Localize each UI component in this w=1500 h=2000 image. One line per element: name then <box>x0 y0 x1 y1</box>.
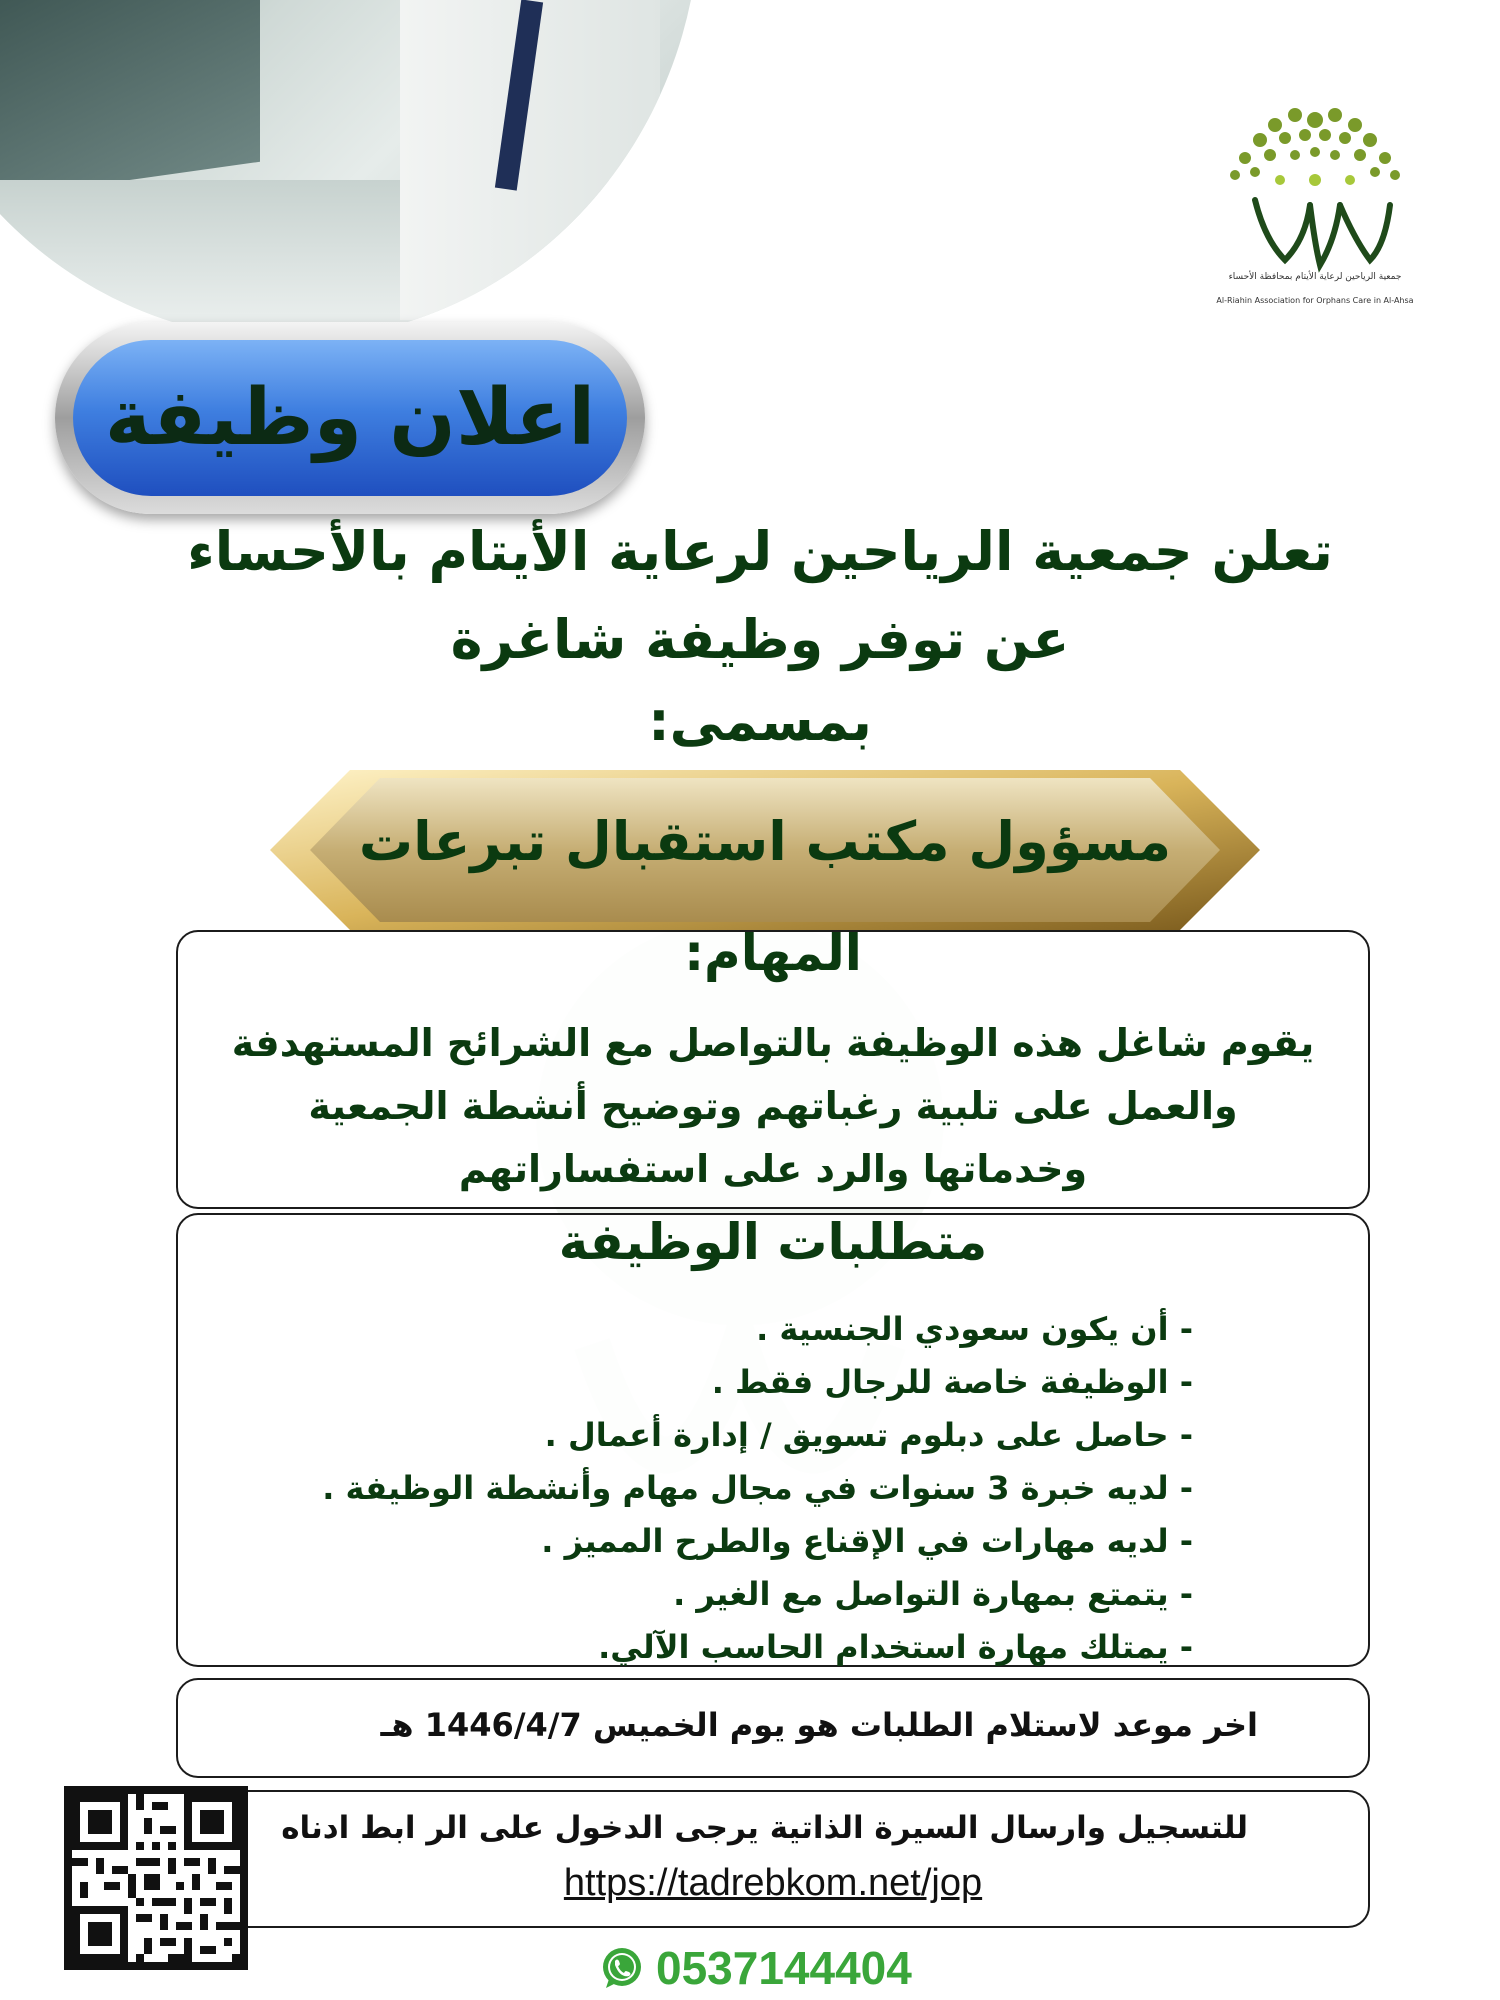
requirement-item: - يتمتع بمهارة التواصل مع الغير . <box>673 1575 1193 1613</box>
job-title: مسؤول مكتب استقبال تبرعات <box>358 810 1172 873</box>
phone-contact[interactable] <box>598 1942 912 1994</box>
requirement-item: - حاصل على دبلوم تسويق / إدارة أعمال . <box>544 1416 1193 1454</box>
register-box <box>176 1790 1370 1928</box>
qr-code[interactable] <box>64 1786 248 1970</box>
deadline-box <box>176 1678 1370 1778</box>
requirement-item: - أن يكون سعودي الجنسية . <box>756 1310 1193 1348</box>
register-instructions: للتسجيل وارسال السيرة الذاتية يرجى الدخول على الر ابط ادناه <box>281 1810 1248 1846</box>
badge-label: اعلان وظيفة <box>104 373 596 463</box>
intro-line-1: تعلن جمعية الرياحين لرعاية الأيتام بالأحساء <box>187 520 1333 583</box>
qr-code-pattern <box>72 1794 240 1962</box>
register-link[interactable]: https://tadrebkom.net/jop <box>563 1862 983 1904</box>
requirements-heading: متطلبات الوظيفة <box>558 1213 988 1271</box>
intro-line-2: عن توفر وظيفة شاغرة <box>450 608 1070 671</box>
tasks-line-3: وخدماتها والرد على استفساراتهم <box>458 1147 1088 1191</box>
phone-number[interactable]: 0537144404 <box>656 1942 912 1994</box>
tasks-line-1: يقوم شاغل هذه الوظيفة بالتواصل مع الشرائح المستهدفة <box>231 1021 1315 1065</box>
requirements-box <box>176 1213 1370 1667</box>
requirements-list <box>322 1303 1193 1674</box>
tasks-heading: المهام: <box>684 924 862 982</box>
requirement-item: - لديه خبرة 3 سنوات في مجال مهام وأنشطة الوظيفة . <box>322 1469 1193 1507</box>
requirement-item: - الوظيفة خاصة للرجال فقط . <box>711 1363 1193 1401</box>
tasks-line-2: والعمل على تلبية رغباتهم وتوضيح أنشطة الجمعية <box>308 1084 1238 1128</box>
whatsapp-icon <box>598 1944 646 1992</box>
requirement-item: - يمتلك مهارة استخدام الحاسب الآلي. <box>598 1628 1193 1666</box>
tasks-description <box>208 1012 1338 1201</box>
tasks-box <box>176 924 1370 1209</box>
office-photo <box>0 0 700 340</box>
intro-line-3: بمسمى: <box>648 690 872 753</box>
deadline-text: اخر موعد لاستلام الطلبات هو يوم الخميس 1446/4/7 هـ <box>380 1706 1258 1744</box>
requirement-item: - لديه مهارات في الإقناع والطرح المميز . <box>541 1522 1193 1560</box>
association-logo <box>1200 80 1430 320</box>
logo-english-text: Al-Riahin Association for Orphans Care in Al-Ahsa <box>1216 296 1414 305</box>
logo-arabic-text: جمعية الرياحين لرعاية الأيتام بمحافظة الأحساء <box>1228 272 1402 282</box>
job-announcement-badge <box>55 322 645 514</box>
